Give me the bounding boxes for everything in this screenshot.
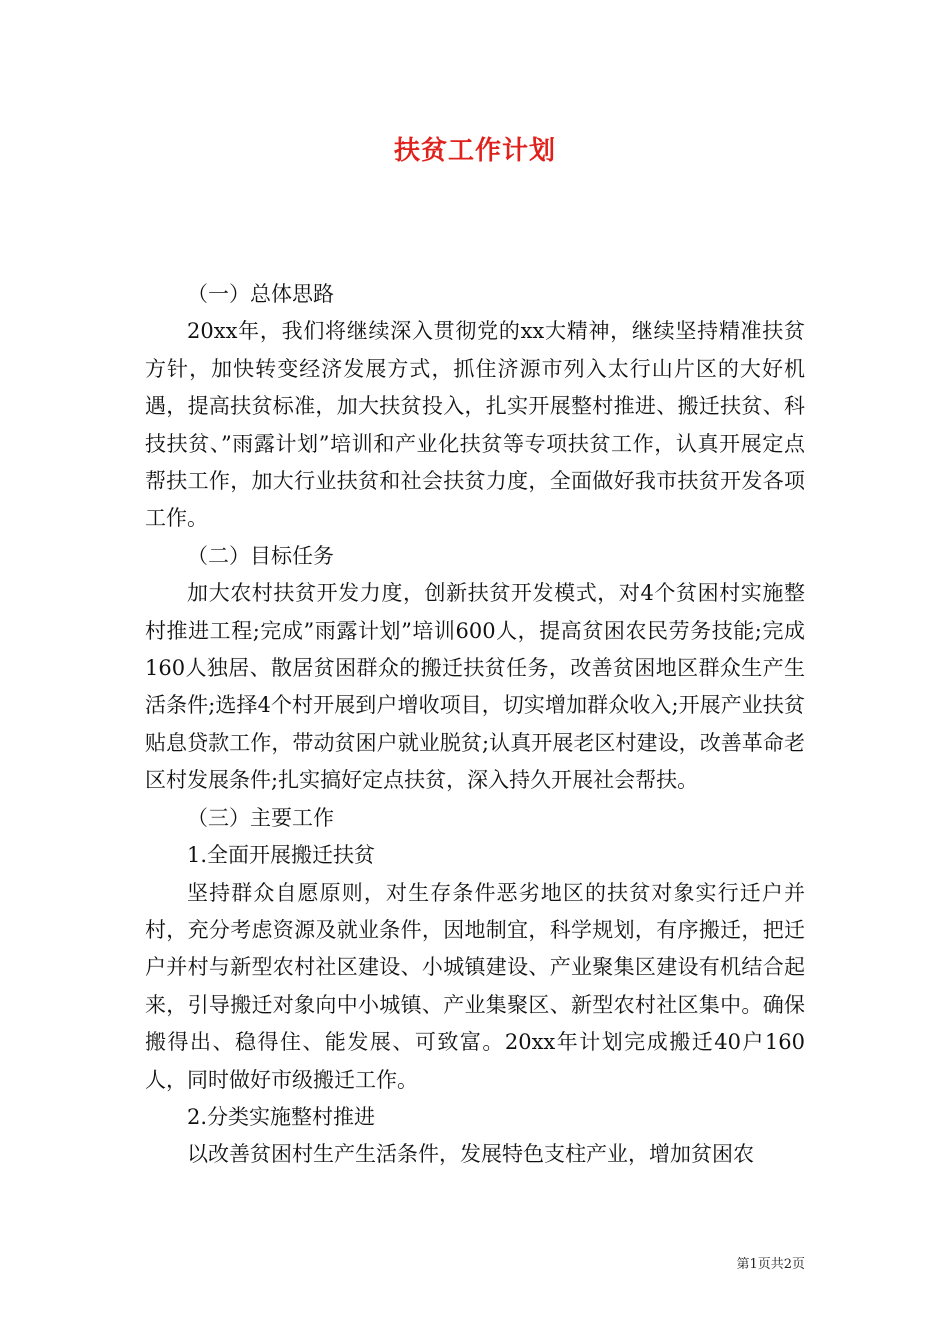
section-heading-1: （一）总体思路 bbox=[187, 282, 334, 306]
subsection-1-paragraph: 坚持群众自愿原则，对生存条件恶劣地区的扶贫对象实行迁户并村，充分考虑资源及就业条件，因地制宜，科学规划，有序搬迁，把迁户并村与新型农村社区建设、小城镇建设、产业聚集区建设有机结合起来，引导搬迁对象向中小城镇、产业集聚区、新型农村社区集中。确保搬得出、稳得住、能发展、可致富。20xx年计划完成搬迁40户160人，同时做好市级搬迁工作。 bbox=[145, 880, 805, 1092]
subsection-2-paragraph: 以改善贫困村生产生活条件，发展特色支柱产业，增加贫困农 bbox=[187, 1142, 754, 1167]
section-2-paragraph: 加大农村扶贫开发力度，创新扶贫开发模式，对4个贫困村实施整村推进工程;完成”雨露计划”培训600人，提高贫困农民劳务技能;完成160人独居、散居贫困群众的搬迁扶贫任务，改善贫困地区群众生产生活条件;选择4个村开展到户增收项目，切实增加群众收入;开展产业扶贫贴息贷款工作，带动贫困户就业脱贫;认真开展老区村建设，改善革命老区村发展条件;扎实搞好定点扶贫，深入持久开展社会帮扶。 bbox=[145, 581, 805, 793]
section-heading-3: （三）主要工作 bbox=[187, 805, 334, 830]
document-body bbox=[145, 276, 805, 1174]
document-title: 扶贫工作计划 bbox=[393, 136, 556, 166]
section-1-paragraph: 20xx年，我们将继续深入贯彻党的xx大精神，继续坚持精准扶贫方针，加快转变经济发展方式，抓住济源市列入太行山片区的大好机遇，提高扶贫标准，加大扶贫投入，扎实开展整村推进、搬迁扶贫、科技扶贫、”雨露计划”培训和产业化扶贫等专项扶贫工作，认真开展定点帮扶工作，加大行业扶贫和社会扶贫力度，全面做好我市扶贫开发各项工作。 bbox=[145, 319, 805, 531]
section-heading-2: （二）目标任务 bbox=[187, 543, 334, 568]
subsection-heading-2: 2.分类实施整村推进 bbox=[187, 1104, 376, 1129]
subsection-heading-1: 1.全面开展搬迁扶贫 bbox=[187, 843, 376, 868]
page-number-footer: 第1页共2页 bbox=[736, 1257, 805, 1272]
